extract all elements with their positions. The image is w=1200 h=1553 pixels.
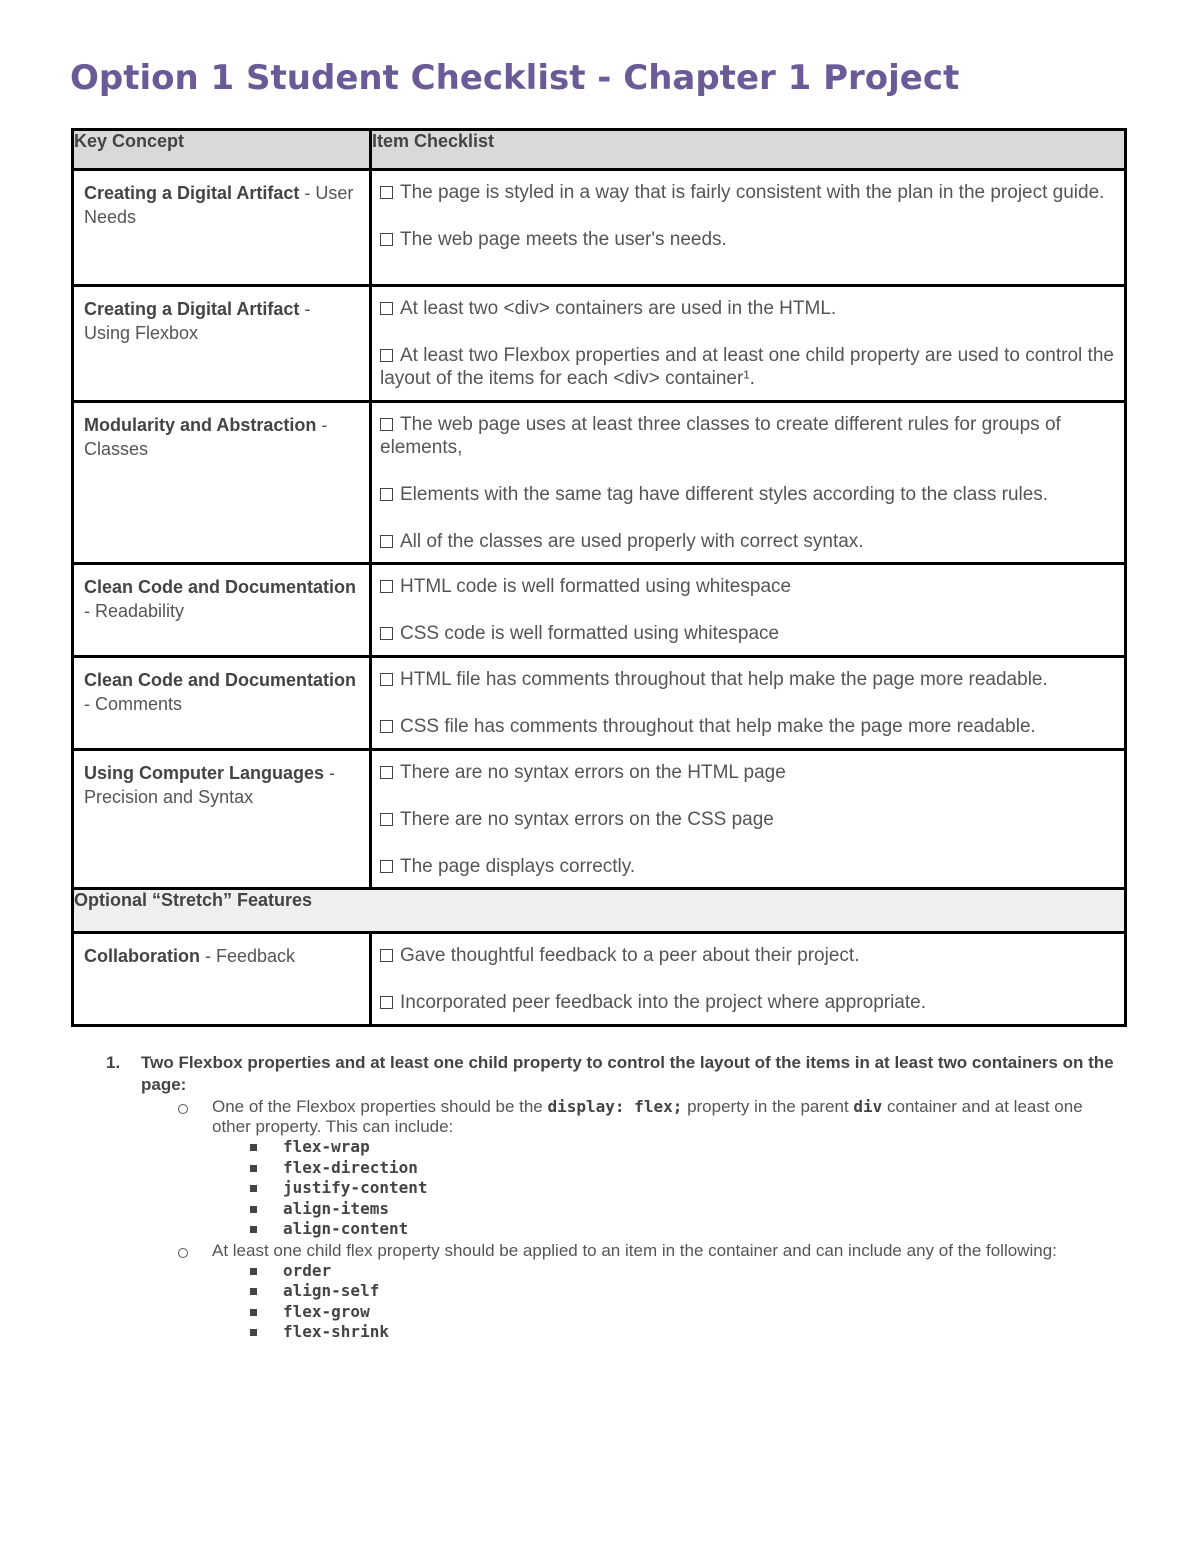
checklist-item — [380, 715, 1116, 738]
checklist-item-text: The page is styled in a way that is fairly consistent with the plan in the project guide. — [400, 182, 1105, 203]
key-concept-cell — [73, 750, 371, 889]
checkbox-icon[interactable] — [380, 673, 393, 686]
checkbox-icon[interactable] — [380, 186, 393, 199]
list-item — [106, 1281, 1126, 1302]
item-checklist-cell — [371, 564, 1126, 657]
concept-subtitle: - Comments — [84, 694, 183, 714]
concept-subtitle: - Using Flexbox — [84, 299, 311, 343]
concept-subtitle: - Feedback — [200, 946, 296, 966]
key-concept-cell — [73, 402, 371, 564]
checklist-item — [380, 855, 1116, 878]
checkbox-icon[interactable] — [380, 580, 393, 593]
checklist-item — [380, 668, 1116, 691]
item-checklist-cell — [371, 402, 1126, 564]
checklist-item — [380, 483, 1116, 506]
checklist-table — [71, 128, 1127, 1027]
footnotes — [106, 1052, 1126, 1343]
div-code: div — [853, 1097, 883, 1116]
child-property-list — [106, 1261, 1126, 1343]
concept-title: Clean Code and Documentation — [84, 670, 357, 690]
list-item — [106, 1261, 1126, 1282]
parent-property-list — [106, 1137, 1126, 1240]
checklist-item — [380, 575, 1116, 598]
square-bullet-icon — [250, 1185, 257, 1192]
checklist-item-text: HTML file has comments throughout that help make the page more readable. — [400, 669, 1048, 690]
concept-title: Creating a Digital Artifact — [84, 183, 300, 203]
key-concept-cell — [73, 170, 371, 286]
item-checklist-cell — [371, 657, 1126, 750]
square-bullet-icon — [250, 1226, 257, 1233]
concept-subtitle: - Readability — [84, 601, 185, 621]
checkbox-icon[interactable] — [380, 996, 393, 1009]
list-item — [106, 1199, 1126, 1220]
checklist-item — [380, 181, 1116, 204]
key-concept-cell — [73, 933, 371, 1026]
list-item — [106, 1137, 1126, 1158]
checkbox-icon[interactable] — [380, 860, 393, 873]
checkbox-icon[interactable] — [380, 535, 393, 548]
checklist-item-text: There are no syntax errors on the HTML page — [400, 762, 786, 783]
table-row — [73, 933, 1126, 1026]
list-item — [106, 1158, 1126, 1179]
square-bullet-icon — [250, 1329, 257, 1336]
checklist-item — [380, 530, 1116, 553]
table-row — [73, 750, 1126, 889]
display-flex-code: display: flex; — [547, 1097, 683, 1116]
key-concept-cell — [73, 657, 371, 750]
checklist-item — [380, 228, 1116, 251]
optional-section-row — [73, 889, 1126, 933]
concept-subtitle: - User Needs — [84, 183, 354, 227]
checklist-item-text: CSS file has comments throughout that help make the page more readable. — [400, 716, 1036, 737]
page-title: Option 1 Student Checklist - Chapter 1 Project — [70, 58, 960, 98]
property-name: flex-shrink — [283, 1322, 389, 1341]
concept-subtitle: - Precision and Syntax — [84, 763, 336, 807]
checklist-item-text: At least two <div> containers are used in the HTML. — [400, 298, 837, 319]
checkbox-icon[interactable] — [380, 233, 393, 246]
optional-heading: Optional “Stretch” Features — [73, 889, 1126, 933]
checklist-item-text: CSS code is well formatted using whitespace — [400, 623, 780, 644]
item-checklist-cell — [371, 750, 1126, 889]
list-item — [106, 1322, 1126, 1343]
checkbox-icon[interactable] — [380, 949, 393, 962]
checkbox-icon[interactable] — [380, 766, 393, 779]
square-bullet-icon — [250, 1268, 257, 1275]
parent-note-text: One of the Flexbox properties should be the — [212, 1097, 548, 1116]
checklist-item — [380, 991, 1116, 1014]
child-note-text: At least one child flex property should be applied to an item in the container and can include any of the following: — [212, 1240, 1057, 1260]
checkbox-icon[interactable] — [380, 302, 393, 315]
parent-note-text-mid: property in the parent — [682, 1097, 854, 1116]
checklist-item-text: Elements with the same tag have different styles according to the class rules. — [400, 484, 1049, 505]
item-checklist-cell — [371, 170, 1126, 286]
checklist-item — [380, 297, 1116, 320]
checkbox-icon[interactable] — [380, 349, 393, 362]
optional-body — [73, 933, 1126, 1026]
footnote-heading-text: Two Flexbox properties and at least one child property to control the layout of the items in at least two containers on the page: — [141, 1053, 1114, 1094]
list-item — [106, 1219, 1126, 1240]
header-key-concept: Key Concept — [73, 130, 371, 170]
header-item-checklist: Item Checklist — [371, 130, 1126, 170]
list-item — [106, 1178, 1126, 1199]
property-name: align-content — [283, 1219, 409, 1238]
checklist-item-text: All of the classes are used properly with correct syntax. — [400, 531, 864, 552]
checklist-item — [380, 622, 1116, 645]
checklist-item — [380, 413, 1116, 459]
list-item — [106, 1302, 1126, 1323]
table-row — [73, 170, 1126, 286]
table-row — [73, 402, 1126, 564]
property-name: align-self — [283, 1281, 380, 1300]
item-checklist-cell — [371, 286, 1126, 402]
concept-title: Modularity and Abstraction — [84, 415, 317, 435]
concept-title: Collaboration — [84, 946, 200, 966]
footnote-number: 1. — [106, 1053, 121, 1072]
checklist-item — [380, 944, 1116, 967]
checkbox-icon[interactable] — [380, 720, 393, 733]
checklist-body — [73, 170, 1126, 889]
checklist-item-text: Gave thoughtful feedback to a peer about their project. — [400, 945, 860, 966]
table-header-row — [73, 130, 1126, 170]
property-name: order — [283, 1260, 332, 1280]
checkbox-icon[interactable] — [380, 813, 393, 826]
checkbox-icon[interactable] — [380, 418, 393, 431]
circle-bullet-icon — [178, 1248, 188, 1258]
concept-title: Creating a Digital Artifact — [84, 299, 300, 319]
item-checklist-cell — [371, 933, 1126, 1026]
square-bullet-icon — [250, 1288, 257, 1295]
table-row — [73, 657, 1126, 750]
property-name: flex-wrap — [283, 1137, 370, 1156]
property-name: flex-grow — [283, 1301, 370, 1321]
child-property-note — [106, 1241, 1126, 1261]
table-row — [73, 564, 1126, 657]
property-name: flex-direction — [283, 1157, 418, 1177]
checklist-item-text: At least two Flexbox properties and at least one child property are used to control the layout of the items for each <div> container¹. — [380, 345, 1114, 389]
property-name: align-items — [283, 1198, 389, 1218]
key-concept-cell — [73, 286, 371, 402]
checkbox-icon[interactable] — [380, 627, 393, 640]
parent-note-text-end: container and at least one other property. This can include: — [212, 1097, 1083, 1136]
parent-property-note — [106, 1097, 1126, 1137]
checklist-item-text: There are no syntax errors on the CSS page — [400, 809, 774, 830]
checklist-item-text: The page displays correctly. — [400, 856, 636, 877]
key-concept-cell — [73, 564, 371, 657]
checkbox-icon[interactable] — [380, 488, 393, 501]
concept-title: Clean Code and Documentation — [84, 577, 357, 597]
checklist-item — [380, 344, 1116, 390]
footnote-heading — [106, 1052, 1126, 1096]
property-name: justify-content — [283, 1178, 428, 1197]
concept-title: Using Computer Languages — [84, 763, 325, 783]
square-bullet-icon — [250, 1165, 257, 1172]
checklist-item-text: Incorporated peer feedback into the project where appropriate. — [400, 992, 926, 1013]
checklist-item-text: The web page uses at least three classes to create different rules for groups of elements, — [380, 414, 1061, 458]
square-bullet-icon — [250, 1206, 257, 1213]
checklist-item — [380, 808, 1116, 831]
square-bullet-icon — [250, 1144, 257, 1151]
concept-subtitle: - Classes — [84, 415, 328, 459]
checklist-item-text: HTML code is well formatted using whitespace — [400, 576, 792, 597]
checklist-item — [380, 761, 1116, 784]
table-row — [73, 286, 1126, 402]
square-bullet-icon — [250, 1309, 257, 1316]
circle-bullet-icon — [178, 1104, 188, 1114]
checklist-item-text: The web page meets the user's needs. — [400, 229, 727, 250]
